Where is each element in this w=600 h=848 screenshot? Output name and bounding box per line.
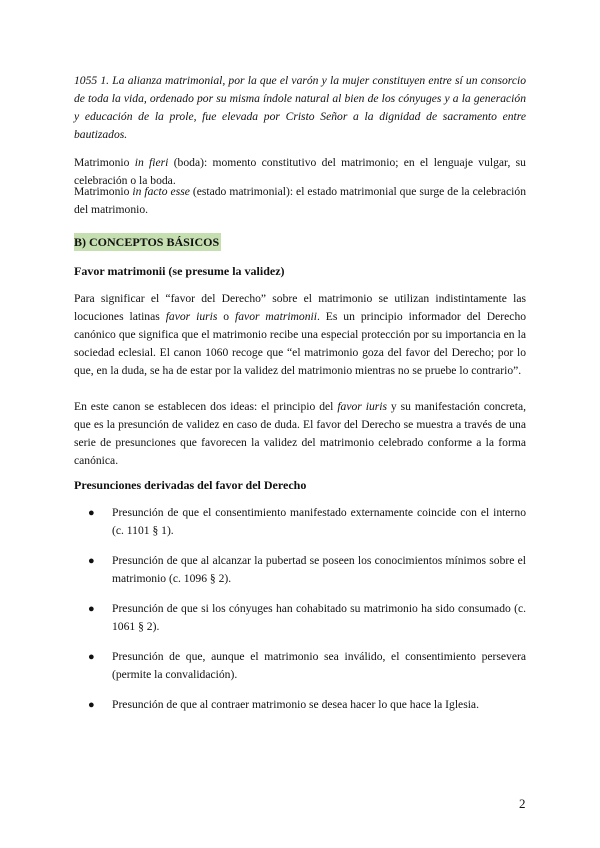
canon-paragraph-text-1: En este canon se establecen dos ideas: el principio del — [74, 400, 338, 413]
list-item-text: Presunción de que al contraer matrimonio se desea hacer lo que hace la Iglesia. — [112, 698, 479, 711]
canon-paragraph-text-2: y su manifestación concreta, que es la presunción de validez en caso de duda. El favor del Derecho se muestra a través de una serie de presunciones que favorecen la validez del matrimonio celebrado conforme a la forma canónica. — [74, 400, 526, 467]
favor-paragraph-text-2: o — [217, 310, 236, 323]
favor-paragraph — [74, 290, 526, 380]
definition-in-facto-esse — [74, 183, 526, 219]
favor-paragraph-text-1: Para significar el “favor del Derecho” sobre el matrimonio se utilizan indistintamente las locuciones latinas — [74, 292, 526, 323]
bullet-icon: ● — [88, 555, 95, 567]
favor-paragraph-text-3: . Es un principio informador del Derecho canónico que significa que el matrimonio recibe una especial protección por su importancia en la sociedad eclesial. El canon 1060 recoge que “el matrimonio goza del favor del Derecho; por lo que, en la duda, se ha de estar por la validez del matrimonio mientras no se pruebe lo contrario”. — [74, 310, 527, 377]
definition-in-facto-term: in facto esse — [132, 185, 190, 198]
favor-paragraph-term-1: favor iuris — [165, 310, 218, 323]
bullet-icon: ● — [88, 651, 95, 663]
list-item-text: Presunción de que al alcanzar la pubertad se poseen los conocimientos mínimos sobre el matrimonio (c. 1096 § 2). — [112, 554, 526, 585]
definition-in-fieri-term: in fieri — [134, 156, 169, 169]
canon-1055-quote: 1055 1. La alianza matrimonial, por la que el varón y la mujer constituyen entre sí un consorcio de toda la vida, ordenado por su misma índole natural al bien de los cónyuges y a la generación y educación de la prole, fue elevada por Cristo Señor a la dignidad de sacramento entre bautizados. — [74, 74, 526, 141]
presumptions-heading: Presunciones derivadas del favor del Derecho — [74, 478, 307, 492]
definition-in-fieri-text: (boda): momento constitutivo del matrimonio; en el lenguaje vulgar, su celebración o la boda. — [74, 156, 526, 187]
favor-matrimonii-heading: Favor matrimonii (se presume la validez) — [74, 264, 285, 278]
bullet-icon: ● — [88, 507, 95, 519]
section-heading-conceptos-basicos: B) CONCEPTOS BÁSICOS — [74, 235, 220, 249]
favor-paragraph-term-2: favor matrimonii — [235, 310, 317, 323]
page-number: 2 — [519, 796, 526, 811]
definition-in-facto-prefix: Matrimonio — [74, 185, 133, 198]
canon-paragraph-term: favor iuris — [337, 400, 387, 413]
bullet-icon: ● — [88, 603, 95, 615]
definition-in-fieri-prefix: Matrimonio — [74, 156, 135, 169]
bullet-icon: ● — [88, 699, 95, 711]
list-item-text: Presunción de que el consentimiento manifestado externamente coincide con el interno (c. 1101 § 1). — [112, 506, 526, 537]
list-item-text: Presunción de que, aunque el matrimonio sea inválido, el consentimiento persevera (permite la convalidación). — [112, 650, 526, 681]
definition-in-facto-text: (estado matrimonial): el estado matrimonial que surge de la celebración del matrimonio. — [74, 185, 526, 216]
list-item-text: Presunción de que si los cónyuges han cohabitado su matrimonio ha sido consumado (c. 1061 § 2). — [112, 602, 526, 633]
canon-explanation-paragraph — [74, 398, 526, 470]
